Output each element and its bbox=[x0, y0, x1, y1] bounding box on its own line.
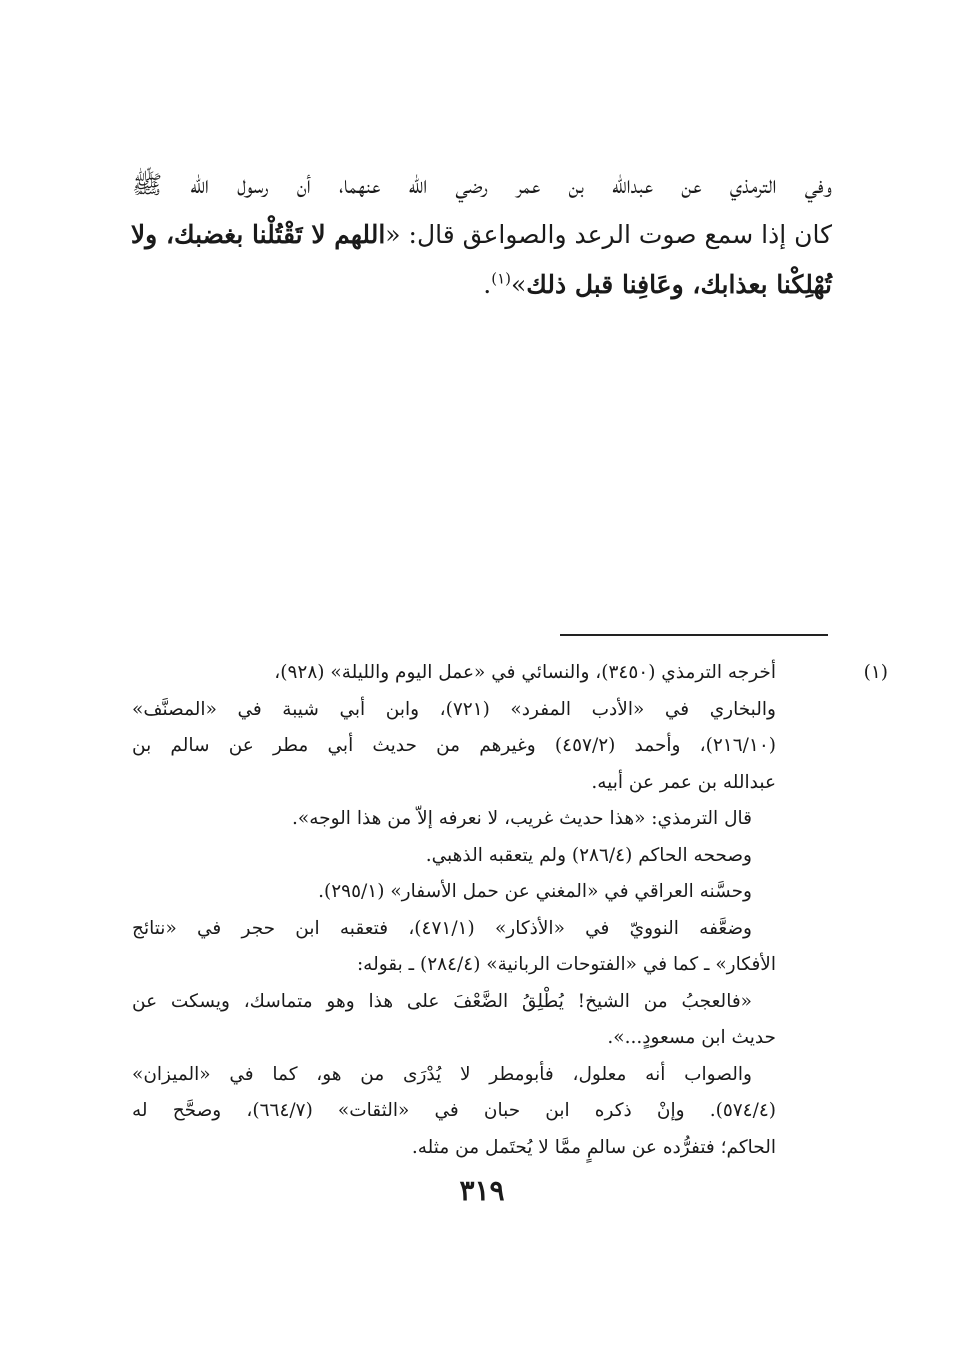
footnote-separator bbox=[560, 634, 828, 636]
footnote-line: حديث ابن مسعودٍ...». bbox=[607, 1027, 776, 1048]
footnote-line: وضعَّفه النوويّ في «الأذكار» (٤٧١/١)، فتعقبه ابن حجر في «نتائج bbox=[132, 917, 752, 939]
footnote-line: وحسَّنه العراقي في «المغني عن حمل الأسفار» (٢٩٥/١). bbox=[318, 881, 752, 902]
sentence-end: . bbox=[483, 270, 492, 299]
footnote-line: والبخاري في «الأدب المفرد» (٧٢١)، وابن أبي شيبة في «المصنَّف» bbox=[132, 698, 776, 720]
main-line-1: وفي الترمذي عن عبدالله بن عمر رضي الله عنهما، أن رسول الله ﷺ bbox=[132, 170, 832, 199]
main-line-3 bbox=[132, 260, 832, 310]
footnote-line: (٥٧٤/٤). وإنْ ذكره ابن حبان في «الثقات» (٦٦٤/٧)، وصحَّح له bbox=[132, 1100, 777, 1121]
page-number: ٣١٩ bbox=[459, 1174, 505, 1207]
footnotes-section bbox=[132, 655, 888, 1166]
main-line-2 bbox=[132, 210, 832, 260]
supplication-bold-2: تُهْلِكْنا بعذابك، وعَافِنا قبل ذلك bbox=[526, 270, 832, 299]
footnote-number: (١) bbox=[863, 662, 888, 683]
main-paragraph bbox=[132, 160, 832, 310]
footnote-reference[interactable]: (١) bbox=[491, 269, 511, 288]
footnote-line: (٢١٦/١٠)، وأحمد (٤٥٧/٢) وغيرهم من حديث أبي مطر عن سالم بن bbox=[132, 735, 776, 756]
footnote-text: أخرجه الترمذي (٣٤٥٠)، والنسائي في «عمل اليوم والليلة» (٩٢٨)، bbox=[274, 662, 776, 683]
footnote-line: عبدالله بن عمر عن أبيه. bbox=[591, 771, 776, 793]
footnote-line: قال الترمذي: «هذا حديث غريب، لا نعرفه إلاّ من هذا الوجه». bbox=[292, 808, 752, 829]
footnote-line: والصواب أنه معلول، فأبومطر لا يُدْرَى من هو، كما في «الميزان» bbox=[132, 1063, 752, 1085]
closing-quote: » bbox=[511, 270, 527, 299]
footnote-line bbox=[132, 655, 888, 692]
footnote-line: الحاكم؛ فتفرُّده عن سالمٍ ممَّا لا يُحتَمل من مثله. bbox=[411, 1136, 776, 1158]
main-line-2-text: كان إذا سمع صوت الرعد والصواعق قال: « bbox=[385, 220, 832, 249]
supplication-bold-1: اللهم لا تَقْتُلْنا بغضبك، ولا bbox=[130, 220, 386, 249]
footnote-line: الأفكار» ـ كما في «الفتوحات الربانية» (٢٨٤/٤) ـ بقوله: bbox=[356, 954, 776, 975]
footnote-line: «فالعجبُ من الشيخ! يُطْلِقُ الضَّعْفَ على هذا وهو متماسك، ويسكت عن bbox=[132, 990, 752, 1012]
footnote-line: وصححه الحاكم (٢٨٦/٤) ولم يتعقبه الذهبي. bbox=[425, 844, 752, 866]
